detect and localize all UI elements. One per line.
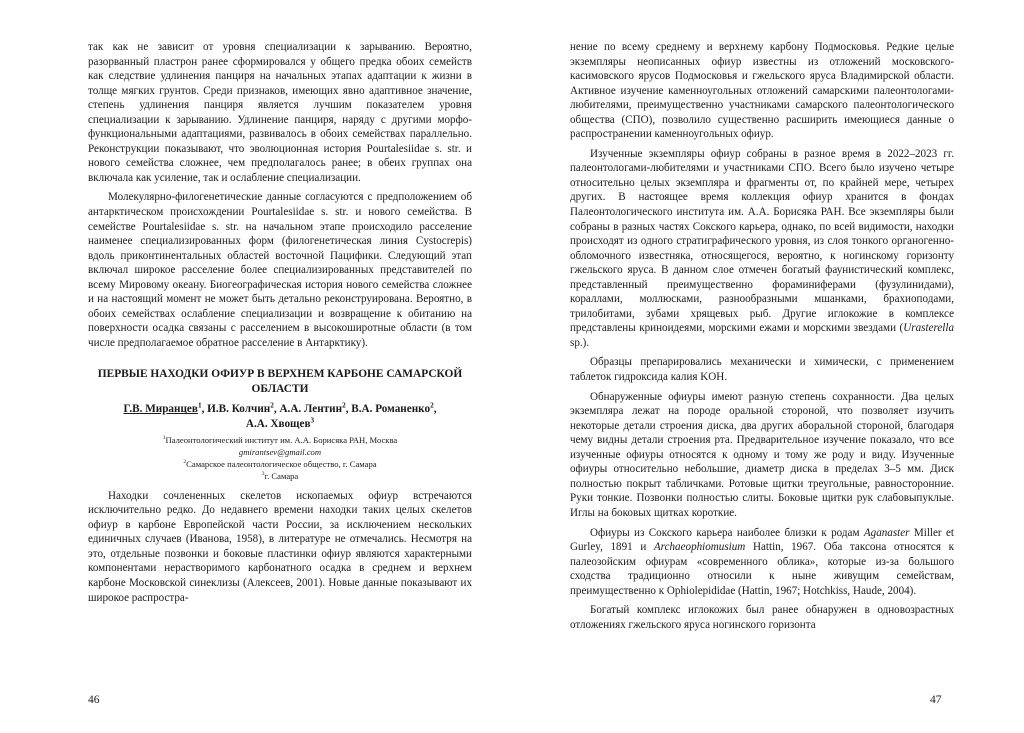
- author-2: И.В. Колчин: [207, 403, 271, 416]
- right-page: [570, 40, 954, 700]
- right-paragraph-2: Изученные экземпляры офиур собраны в разное время в 2022–2023 гг. палеонтологами-любителями и участниками СПО. Всего было изучено четыре относительно целых экземпляра и фрагменты от, по крайней мере, четырех других. В настоящее время коллекция офиур хранится в фондах Палеонтологического института им. А.А. Борисяка РАН. Все экземпляры были собраны в разных частях Сокского карьера, однако, по всей видимости, находки происходят из одного стратиграфического уровня, из слоя тонкого органогенно-обломочного известняка, относящегося, вероятно, к ногинскому горизонту гжельского яруса. В данном слое отмечен богатый фаунистический комплекс, представленный преимущественно фораминиферами (фузулинидами), кораллами, моллюсками, разнообразными мшанками, брахиоподами, трилобитами, зубами хрящевых рыб. Другие иглокожие в комплексе представлены криноидеями, морскими ежами и морскими звездами (Urasterella sp.).: [570, 147, 954, 349]
- genus-urasterella: Urasterella: [903, 322, 954, 335]
- left-paragraph-1: так как не зависит от уровня специализации к зарыванию. Вероятно, разорванный пластрон ранее сформировался у общего предка обоих семейств как следствие удлинения панциря на начальных этапах адаптации к жизни в толще мягких грунтов. Среди признаков, имеющих явно адаптивное значение, степень удлинения панциря является лучшим показателем уровня специализации к зарыванию. Удлинение панциря, наряду с другими морфо-функциональными адаптациями, развивалось в обоих семействах параллельно. Реконструкции показывают, что эволюционная история Pourtalesiidae s. str. и нового семейства сложнее, чем предполагалось ранее; в обеих группах она включала как усиление, так и ослабление специализации.: [88, 41, 472, 184]
- author-list: Г.В. Миранцев$^1$, И.В. Колчин$^2$, А.А. Лентин$^2$, В.А. Романенко$^2$, А.А. Хвощев$^3$: [123, 401, 437, 430]
- author-email: gmirantsev@gmail.com: [238, 447, 322, 458]
- affiliation-1: $^1$Палеонтологический институт им. А.А. Борисяка РАН, Москва: [162, 435, 398, 446]
- affiliation-2: $^2$Самарское палеонтологическое общество, г. Самара: [183, 459, 377, 470]
- right-paragraph-6: Богатый комплекс иглокожих был ранее обнаружен в одновозрастных отложениях гжельского яруса ногинского горизонта: [570, 604, 954, 631]
- right-paragraph-1: нение по всему среднему и верхнему карбону Подмосковья. Редкие целые экземпляры неописанных офиур известны из отложений московского-касимовского ярусов Подмосковья и гжельского яруса Владимирской области. Активное изучение каменноугольных отложений самарскими палеонтологами-любителями, преимущественно участниками самарского палеонтологического общества (СПО), позволило существенно расширить имеющиеся данные о распространении каменноугольных офиур.: [570, 41, 954, 141]
- affiliations: [88, 435, 472, 482]
- article-title: ПЕРВЫЕ НАХОДКИ ОФИУР В ВЕРХНЕМ КАРБОНЕ САМАРСКОЙ ОБЛАСТИ: [97, 368, 463, 395]
- author-3: А.А. Лентин: [279, 403, 343, 416]
- left-paragraph-3: Находки сочлененных скелетов ископаемых офиур встречаются исключительно редко. До недавнего времени находки таких целых скелетов офиур в карбоне Европейской части России, за исключением нескольких единичных случаев (Иванова, 1958), в литературе не отмечались. Несмотря на это, отдельные позвонки и боковые пластинки офиур являются характерными компонентами нерастворимого карбонатного осадка в среднем и верхнем карбоне Московской синеклизы (Алексеев, 2001). Новые данные показывают их широкое распростра-: [88, 489, 472, 604]
- author-1: Г.В. Миранцев: [123, 403, 198, 416]
- right-paragraph-5: Офиуры из Сокского карьера наиболее близки к родам Aganaster Miller et Gurley, 1891 и Archaeophiomusium Hattin, 1967. Оба таксона относятся к палеозойским офиурам «современного облика», которые из-за большого сходства традиционно относили к ныне живущим семействам, преимущественно к Ophiolepididae (Hattin, 1967; Hotchkiss, Haude, 2004).: [570, 526, 954, 597]
- left-page: [88, 40, 472, 700]
- author-5: А.А. Хвощев: [245, 417, 311, 430]
- page-number-right: 47: [930, 694, 942, 706]
- affiliation-3: $^3$г. Самара: [261, 470, 299, 481]
- genus-archaeophiomusium: Archaeophiomusium: [653, 541, 746, 554]
- right-paragraph-4: Обнаруженные офиуры имеют разную степень сохранности. Два целых экземпляра лежат на породе оральной стороной, что позволяет изучить некоторые детали строения диска, два других аборальной стороной, благодаря чему видны детали строения рта. Предварительное изучение показало, что все изученные офиуры относятся к одному и тому же роду и виду. Изученные офиуры относительно небольшие, диаметр диска в пределах 3–5 мм. Диск полностью покрыт табличками. Ротовые щитки треугольные, равносторонние. Руки тонкие. Позвонки полностью слиты. Боковые щитки рук слабовыпуклые. Иглы на боковых щитках короткие.: [570, 390, 954, 519]
- author-4: В.А. Романенко: [351, 403, 431, 416]
- right-paragraph-3: Образцы препарировались механически и химически, с применением таблеток гидроксида калия KOH.: [570, 356, 954, 384]
- genus-aganaster: Aganaster: [863, 526, 910, 539]
- left-paragraph-2: Молекулярно-филогенетические данные согласуются с предположением об антарктическом происхождении Pourtalesiidae s. str. и нового семейства. В семействе Pourtalesiidae s. str. на начальном этапе происходило расселение наименее специализированных форм (филогенетическая линия Cystocrepis) вдоль приконтинентальных областей восточной Пацифики. Следующий этап включал широкое расселение более специализированных представителей по всему Мировому океану. Биогеографическая история нового семейства сложнее и на настоящий момент не может быть детально реконструирована. Вероятно, в обоих семействах ослабление специализации и возвращение к обитанию на поверхности осадка связаны с расселением в высокоширотные области (в том числе предполагаемое обратное расселение в Антарктику).: [88, 191, 472, 349]
- page-number-left: 46: [88, 694, 100, 706]
